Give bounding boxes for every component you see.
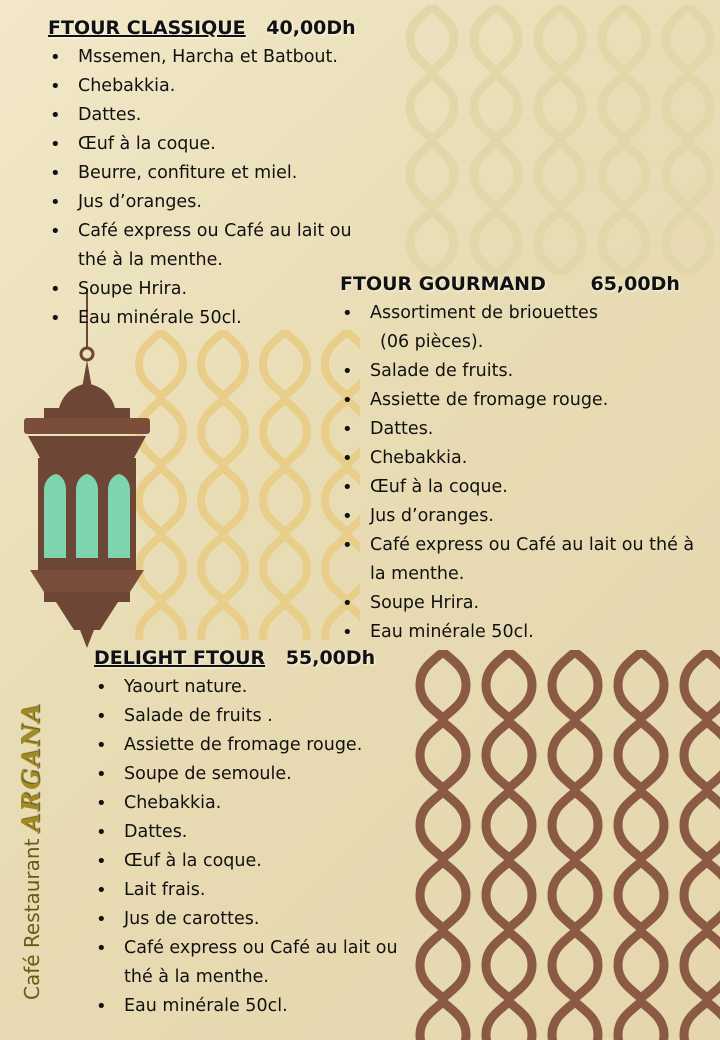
list-item: • Lait frais. — [94, 876, 398, 905]
item-list — [94, 673, 398, 1021]
list-item: • Dattes. — [340, 415, 694, 444]
branding-name: ARGANA — [16, 701, 45, 833]
section-price: 40,00Dh — [266, 17, 356, 39]
list-item: • Yaourt nature. — [94, 673, 398, 702]
list-item: • Chebakkia. — [48, 72, 356, 101]
item-list — [340, 299, 694, 647]
list-item: • Salade de fruits . — [94, 702, 398, 731]
list-item: • Assiette de fromage rouge. — [340, 386, 694, 415]
list-item: • Eau minérale 50cl. — [340, 618, 694, 647]
section-ftour-classique — [48, 16, 356, 333]
item-list — [48, 43, 356, 333]
list-item — [340, 299, 694, 357]
list-item-line: • Café express ou Café au lait ou thé à — [370, 535, 695, 555]
list-item — [340, 531, 694, 589]
list-item-line: la menthe. — [370, 564, 465, 584]
list-item: • Dattes. — [94, 818, 398, 847]
list-item: • Dattes. — [48, 101, 356, 130]
list-item: • Œuf à la coque. — [340, 473, 694, 502]
section-name: FTOUR GOURMAND — [340, 273, 546, 295]
list-item: • Jus de carottes. — [94, 905, 398, 934]
list-item: • Salade de fruits. — [340, 357, 694, 386]
moroccan-pattern-top-right — [400, 5, 720, 275]
list-item: • Jus d’oranges. — [340, 502, 694, 531]
section-delight-ftour — [94, 646, 398, 1021]
list-item: • Eau minérale 50cl. — [48, 304, 356, 333]
section-title — [340, 272, 694, 296]
lantern-icon — [14, 290, 164, 650]
section-price: 55,00Dh — [285, 647, 376, 669]
list-item: • Soupe de semoule. — [94, 760, 398, 789]
list-item: • Chebakkia. — [340, 444, 694, 473]
branding-prefix: Café Restaurant — [20, 838, 44, 1000]
section-name: DELIGHT FTOUR — [94, 647, 266, 669]
moroccan-pattern-bottom-right — [410, 650, 720, 1040]
list-item: • Chebakkia. — [94, 789, 398, 818]
list-item — [48, 217, 356, 275]
section-title — [94, 646, 398, 670]
list-item-line: thé à la menthe. — [78, 250, 223, 270]
list-item: • Eau minérale 50cl. — [94, 992, 398, 1021]
list-item-line: • Assortiment de briouettes — [370, 303, 598, 323]
list-item: • Soupe Hrira. — [340, 589, 694, 618]
moroccan-pattern-middle — [130, 330, 360, 640]
list-item: • Soupe Hrira. — [48, 275, 356, 304]
list-item: • Œuf à la coque. — [48, 130, 356, 159]
restaurant-branding — [16, 702, 45, 1000]
section-price: 65,00Dh — [590, 273, 680, 295]
section-name: FTOUR CLASSIQUE — [48, 17, 246, 39]
section-ftour-gourmand — [340, 272, 694, 647]
list-item: • Mssemen, Harcha et Batbout. — [48, 43, 356, 72]
list-item-line: • Café express ou Café au lait ou — [78, 221, 352, 241]
list-item: • Jus d’oranges. — [48, 188, 356, 217]
list-item-line: thé à la menthe. — [124, 967, 269, 987]
section-title — [48, 16, 356, 40]
list-item: • Œuf à la coque. — [94, 847, 398, 876]
list-item — [94, 934, 398, 992]
list-item-line: • Café express ou Café au lait ou — [124, 938, 398, 958]
list-item: • Assiette de fromage rouge. — [94, 731, 398, 760]
list-item: • Beurre, confiture et miel. — [48, 159, 356, 188]
list-item-line: (06 pièces). — [380, 332, 484, 352]
